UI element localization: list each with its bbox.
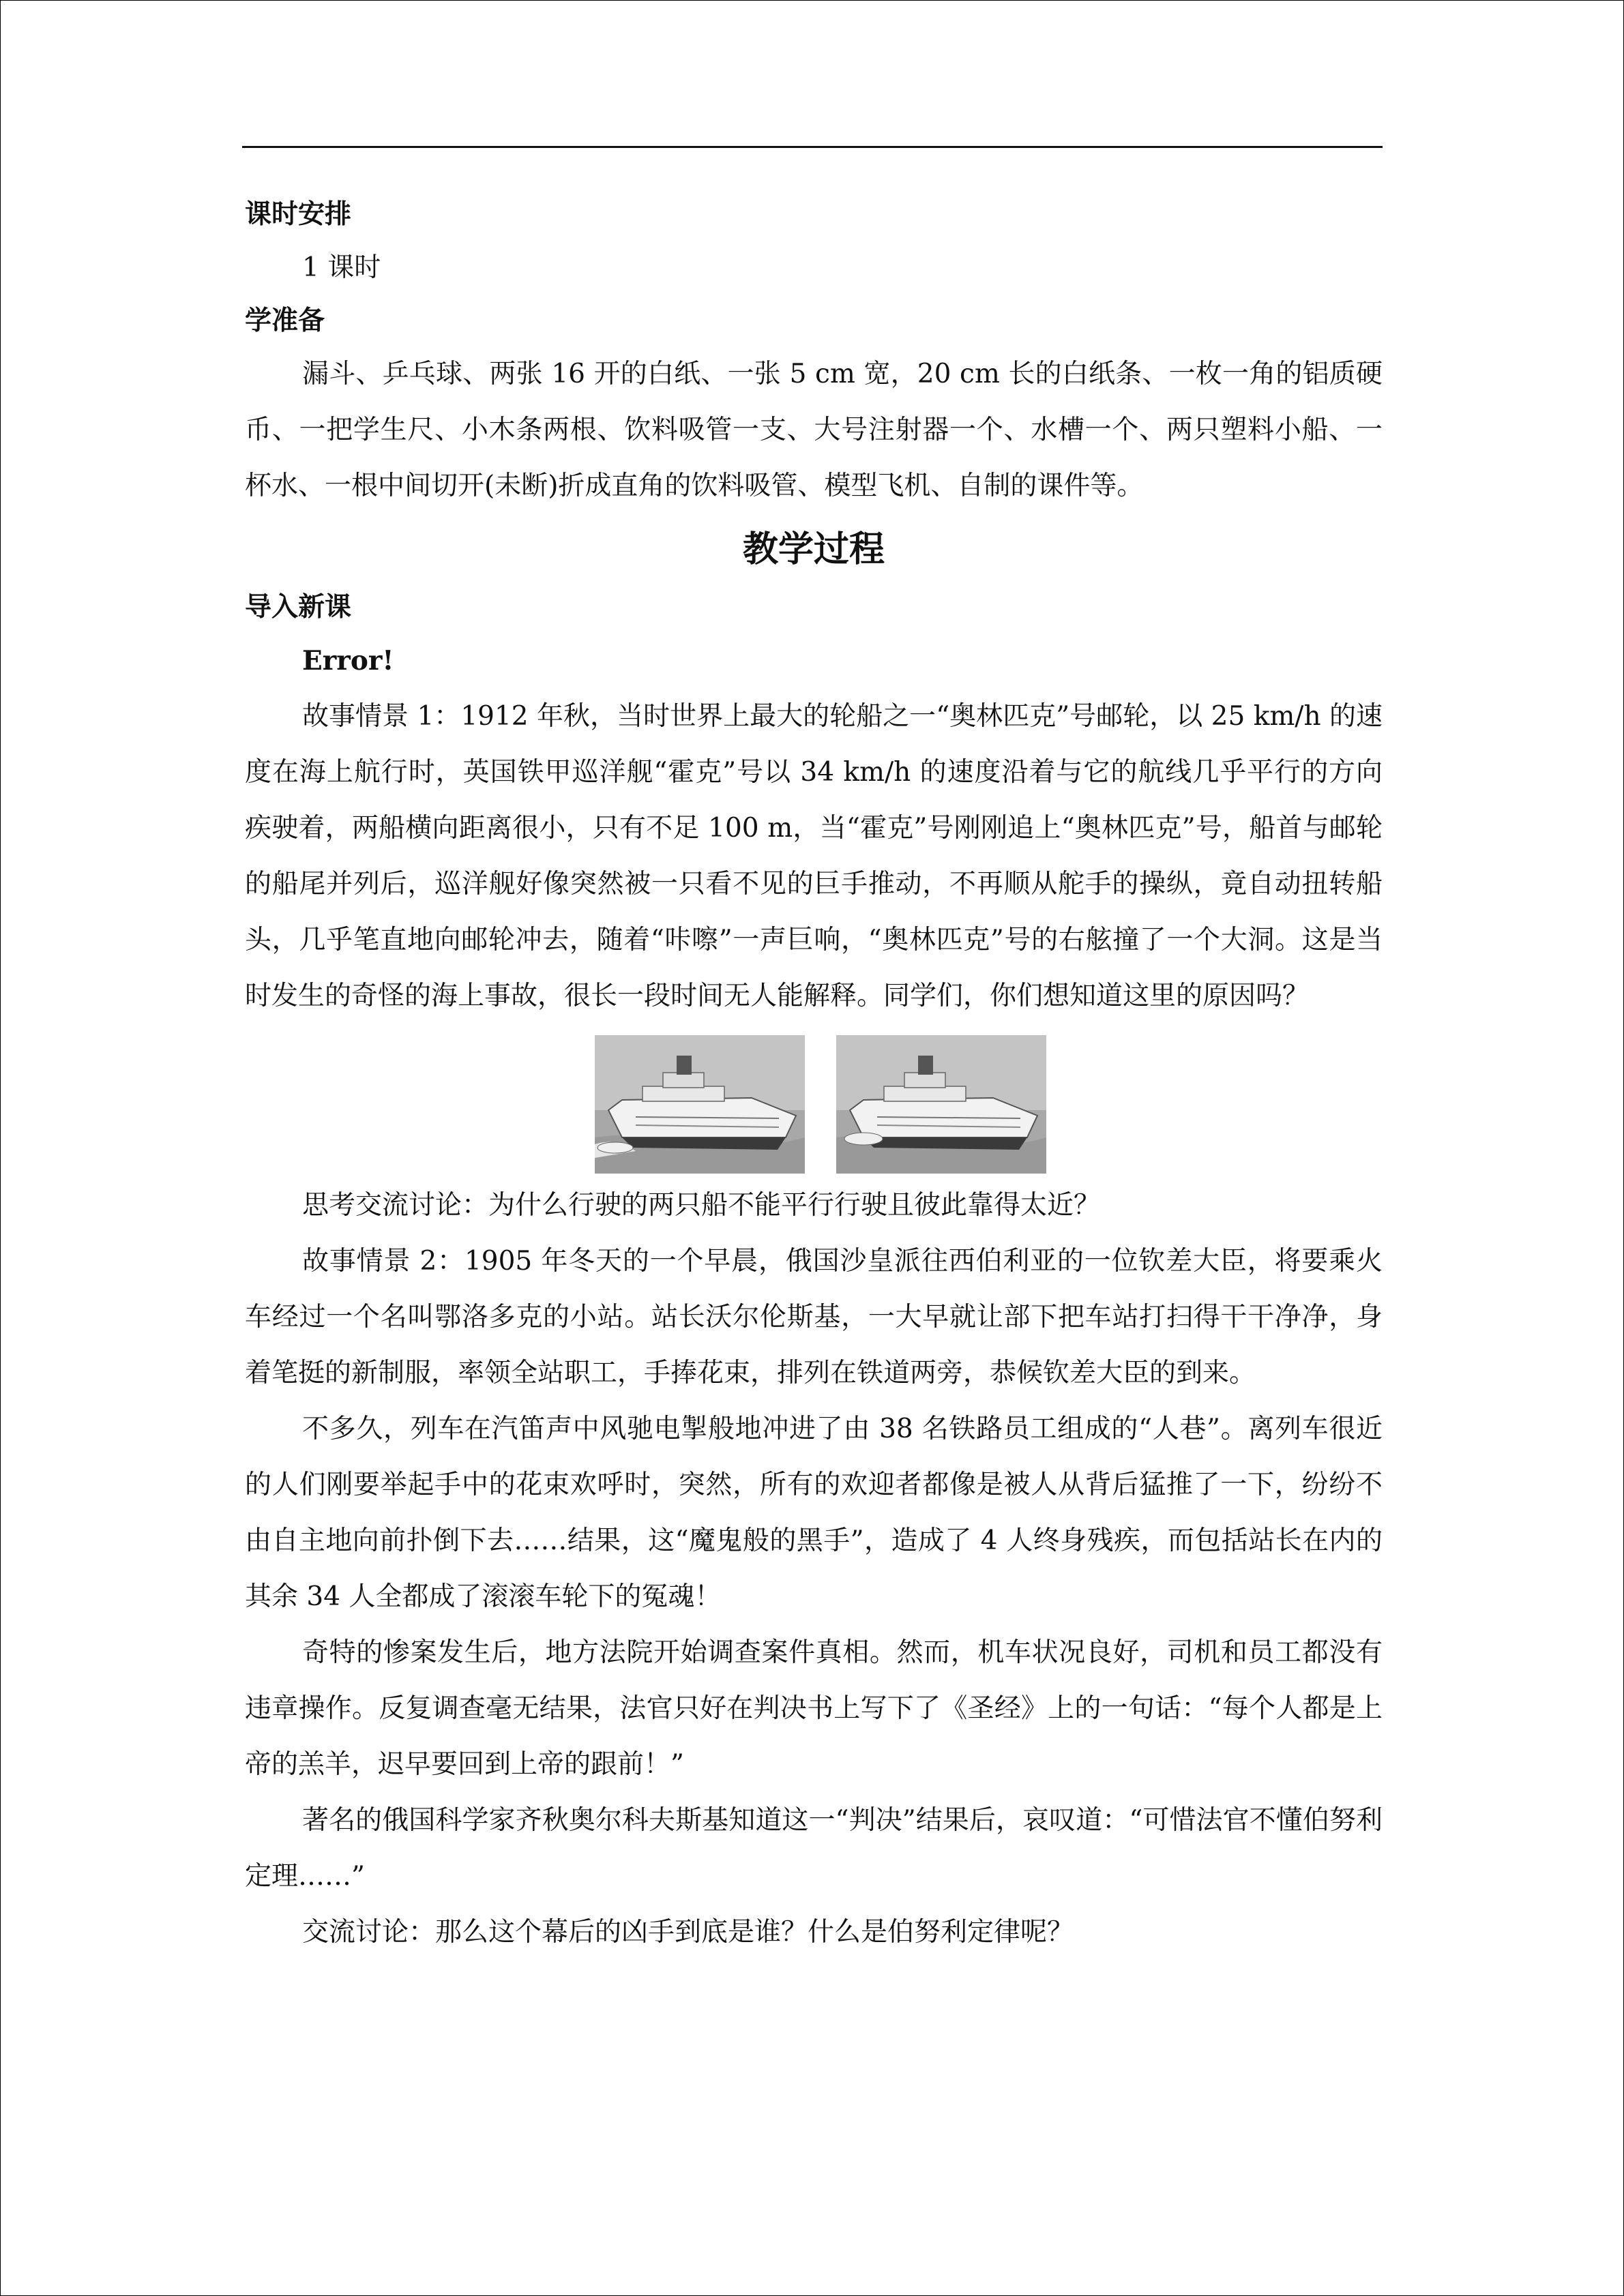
story1-paragraph: 故事情景 1：1912 年秋，当时世界上最大的轮船之一“奥林匹克”号邮轮，以 25 km/h 的速度在海上航行时，英国铁甲巡洋舰“霍克”号以 34 km/h 的速度沿着与它的航线几乎平行的方向疾驶着，两船横向距离很小，只有不足 100 m，当“霍克”号刚刚追上“奥林匹克”号，船首与邮轮的船尾并列后，巡洋舰好像突然被一只看不见的巨手推动，不再顺从舵手的操纵，竟自动扭转船头，几乎笔直地向邮轮冲去，随着“咔嚓”一声巨响，“奥林匹克”号的右舷撞了一个大洞。这是当时发生的奇怪的海上事故，很长一段时间无人能解释。同学们，你们想知道这里的原因吗？: [245, 701, 1383, 1011]
ship-figures: [245, 1035, 1383, 1174]
story2-paragraph-2: 不多久，列车在汽笛声中风驰电掣般地冲进了由 38 名铁路员工组成的“人巷”。离列车很近的人们刚要举起手中的花束欢呼时，突然，所有的欢迎者都像是被人从背后猛推了一下，纷纷不由自主地向前扑倒下去……结果，这“魔鬼般的黑手”，造成了 4 人终身残疾，而包括站长在内的其余 34 人全都成了滚滚车轮下的冤魂！: [245, 1414, 1383, 1612]
header-rule: [242, 146, 1383, 148]
prep-text: 漏斗、乒乓球、两张 16 开的白纸、一张 5 cm 宽，20 cm 长的白纸条、一枚一角的铝质硬币、一把学生尺、小木条两根、饮料吸管一支、大号注射器一个、水槽一个、两只塑料小船、一杯水、一根中间切开(未断)折成直角的饮料吸管、模型飞机、自制的课件等。: [245, 359, 1383, 501]
prep-heading: 学准备: [245, 305, 325, 336]
story2-paragraph-3: 奇特的惨案发生后，地方法院开始调查案件真相。然而，机车状况良好，司机和员工都没有违章操作。反复调查毫无结果，法官只好在判决书上写下了《圣经》上的一句话：“每个人都是上帝的羔羊，迟早要回到上帝的跟前！”: [245, 1637, 1383, 1780]
document-body: [245, 190, 1383, 1960]
intro-heading: 导入新课: [245, 592, 352, 623]
ship-photo-left: [595, 1035, 805, 1174]
story2-paragraph-4: 著名的俄国科学家齐秋奥尔科夫斯基知道这一“判决”结果后，哀叹道：“可惜法官不懂伯努利定理……”: [245, 1805, 1383, 1892]
schedule-heading: 课时安排: [245, 199, 352, 230]
error-text: Error!: [302, 645, 394, 676]
section-title: 教学过程: [742, 529, 885, 570]
discussion1-paragraph: 思考交流讨论：为什么行驶的两只船不能平行行驶且彼此靠得太近？: [302, 1190, 1101, 1221]
story2-paragraph-1: 故事情景 2：1905 年冬天的一个早晨，俄国沙皇派往西伯利亚的一位钦差大臣，将要乘火车经过一个名叫鄂洛多克的小站。站长沃尔伦斯基，一大早就让部下把车站打扫得干干净净，身着笔挺的新制服，率领全站职工，手捧花束，排列在铁道两旁，恭候钦差大臣的到来。: [245, 1246, 1383, 1388]
ship-photo-right: [836, 1035, 1046, 1174]
discussion2-paragraph: 交流讨论：那么这个幕后的凶手到底是谁？什么是伯努利定律呢？: [302, 1917, 1074, 1948]
schedule-text: 1 课时: [302, 252, 381, 283]
